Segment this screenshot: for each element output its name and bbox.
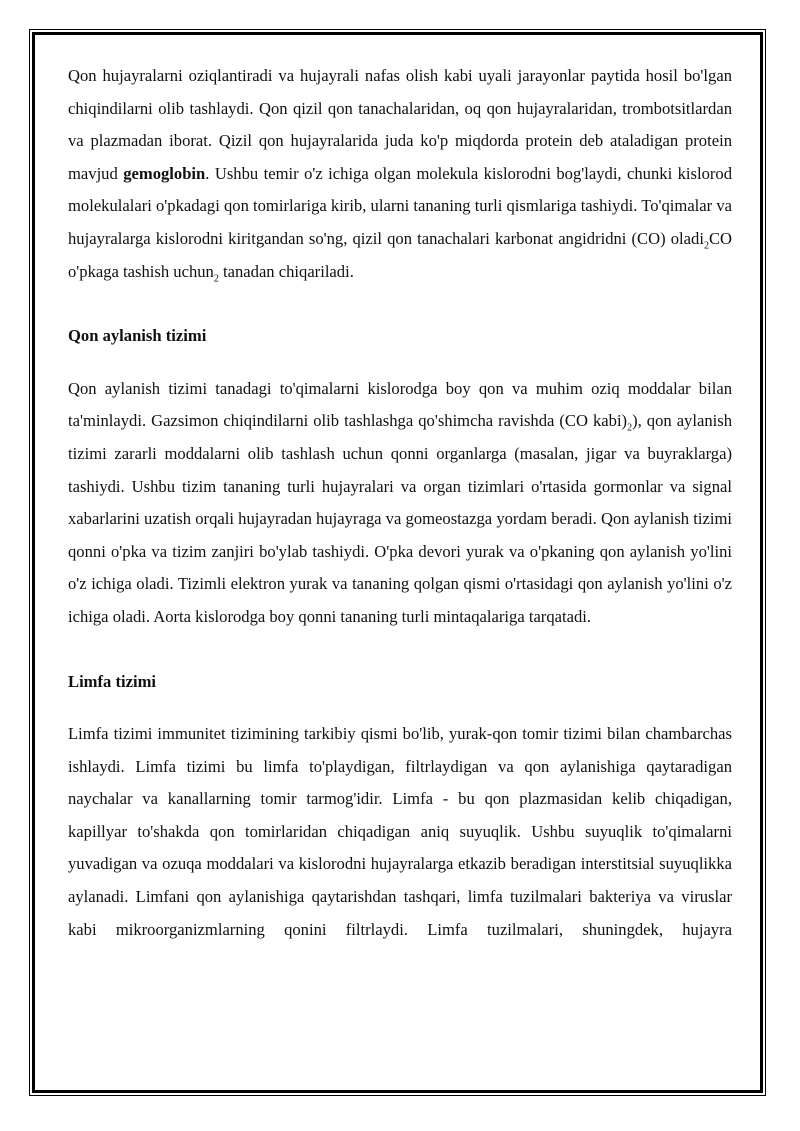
paragraph-text: Qon aylanish tizimi tanadagi to'qimalarni kislorodga boy qon va muhim oziq moddalar bilan ta'minlaydi. Gazsimon chiqindilarni olib tashlashga qo'shimcha ravishda (CO kabi) xyxy=(68,378,732,431)
paragraph-lymphatic: Limfa tizimi immunitet tizimining tarkibiy qismi bo'lib, yurak-qon tomir tizimi bilan chambarchas ishlaydi. Limfa tizimi bu limfa to'playdigan, filtrlaydigan va qon aylanishiga qaytaradigan naychalar va kanallarning tomir tarmog'idir. Limfa - bu qon plazmasidan kelib chiqadigan, kapillyar to'shakda qon tomirlaridan chiqadigan aniq suyuqlik. Ushbu suyuqlik to'qimalarni yuvadigan va ozuqa moddalari va kislorodni hujayralarga etkazib beradigan interstitsial suyuqlikka aylanadi. Limfani qon aylanishiga qaytarishdan tashqari, limfa tuzilmalari bakteriya va viruslar kabi mikroorganizmlarning qonini filtrlaydi. Limfa tuzilmalari, shuningdek, hujayra xyxy=(68,724,732,939)
subscript: 2 xyxy=(703,240,709,252)
subscript: 2 xyxy=(213,272,219,284)
paragraph-circulatory xyxy=(68,373,732,634)
paragraph-text: CO o'pkaga tashish uchun xyxy=(68,228,732,281)
paragraph-text: . Ushbu temir o'z ichiga olgan molekula kislorodni bog'laydi, chunki kislorod molekulalari o'pkadagi qon tomirlariga kirib, ularni tananing turli qismlariga tashiydi. To'qimalar va hujayralarga kislorodni kiritgandan so'ng, qizil qon tanachalari karbonat angidridni (CO) oladi xyxy=(68,163,733,248)
paragraph-text: tanadan chiqariladi. xyxy=(218,261,354,281)
bold-term-gemoglobin: gemoglobin xyxy=(123,163,206,183)
heading-circulatory-system: Qon aylanish tizimi xyxy=(68,326,207,346)
heading-lymphatic-system: Limfa tizimi xyxy=(68,671,157,691)
paragraph-text: ), qon aylanish tizimi zararli moddalarni olib tashlash uchun qonni organlarga (masalan, jigar va buyraklarga) tashiydi. Ushbu tizim tananing turli hujayralari va organ tizimlari o'rtasida gormonlar va signal xabarlarini uzatish orqali hujayradan hujayraga va gomeostazga yordam beradi. Qon aylanish tizimi qonni o'pka va tizim zanjiri bo'ylab tashiydi. O'pka devori yurak va o'pkaning qon aylanish yo'lini o'z ichiga oladi. Tizimli elektron yurak va tananing qolgan qismi o'rtasidagi qon aylanish yo'lini o'z ichiga oladi. Aorta kislorodga boy qonni tananing turli mintaqalariga tarqatadi. xyxy=(68,411,732,626)
document-body xyxy=(68,60,732,946)
subscript: 2 xyxy=(627,422,633,434)
paragraph-blood xyxy=(68,60,732,288)
paragraph-text: Qon hujayralarni oziqlantiradi va hujayrali nafas olish kabi uyali jarayonlar paytida hosil bo'lgan chiqindilarni olib tashlaydi. Qon qizil qon tanachalaridan, oq qon hujayralaridan, trombotsitlardan va plazmadan iborat. Qizil qon hujayralarida juda ko'p miqdorda protein deb ataladigan protein mavjud xyxy=(68,66,732,183)
